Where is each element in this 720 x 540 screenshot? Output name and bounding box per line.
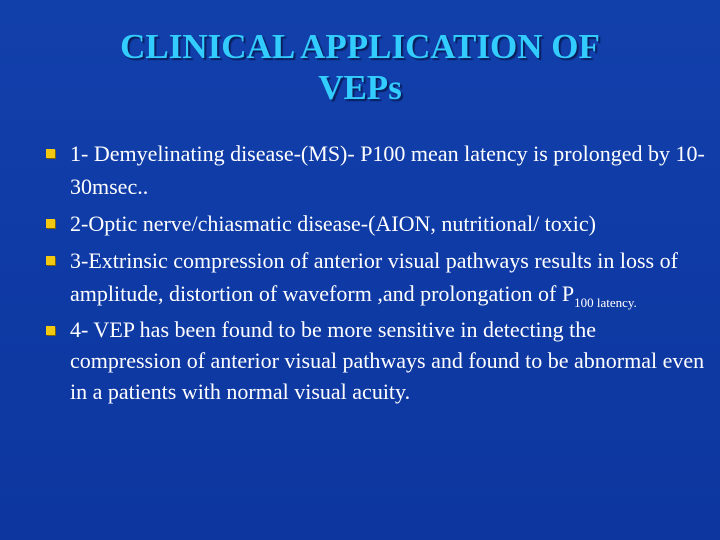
bullet-text-3: 3-Extrinsic compression of anterior visual pathways results in loss of amplitude, distortion of waveform ,and prolongation of P [70, 248, 678, 306]
bullet-text-2: 2-Optic nerve/chiasmatic disease-(AION, nutritional/ toxic) [70, 211, 596, 236]
bullet-item-4 [0, 314, 720, 407]
bullet-text-4: 4- VEP has been found to be more sensitive in detecting the compression of anterior visual pathways and found to be abnormal even in a patients with normal visual acuity. [70, 317, 705, 404]
square-bullet-icon [46, 256, 55, 265]
square-bullet-icon [46, 219, 55, 228]
slide-title [40, 26, 680, 108]
bullet-list [0, 137, 720, 411]
bullet-item-1 [0, 137, 720, 203]
bullet-subscript-3: 100 latency. [574, 295, 637, 310]
bullet-text-1: 1- Demyelinating disease-(MS)- P100 mean latency is prolonged by 10-30msec.. [70, 141, 705, 199]
square-bullet-icon [46, 326, 55, 335]
bullet-item-3 [0, 244, 720, 310]
slide-title-line-2: VEPs [318, 68, 402, 107]
slide-title-line-1: CLINICAL APPLICATION OF [120, 27, 600, 66]
bullet-item-2 [0, 207, 720, 240]
square-bullet-icon [46, 149, 55, 158]
